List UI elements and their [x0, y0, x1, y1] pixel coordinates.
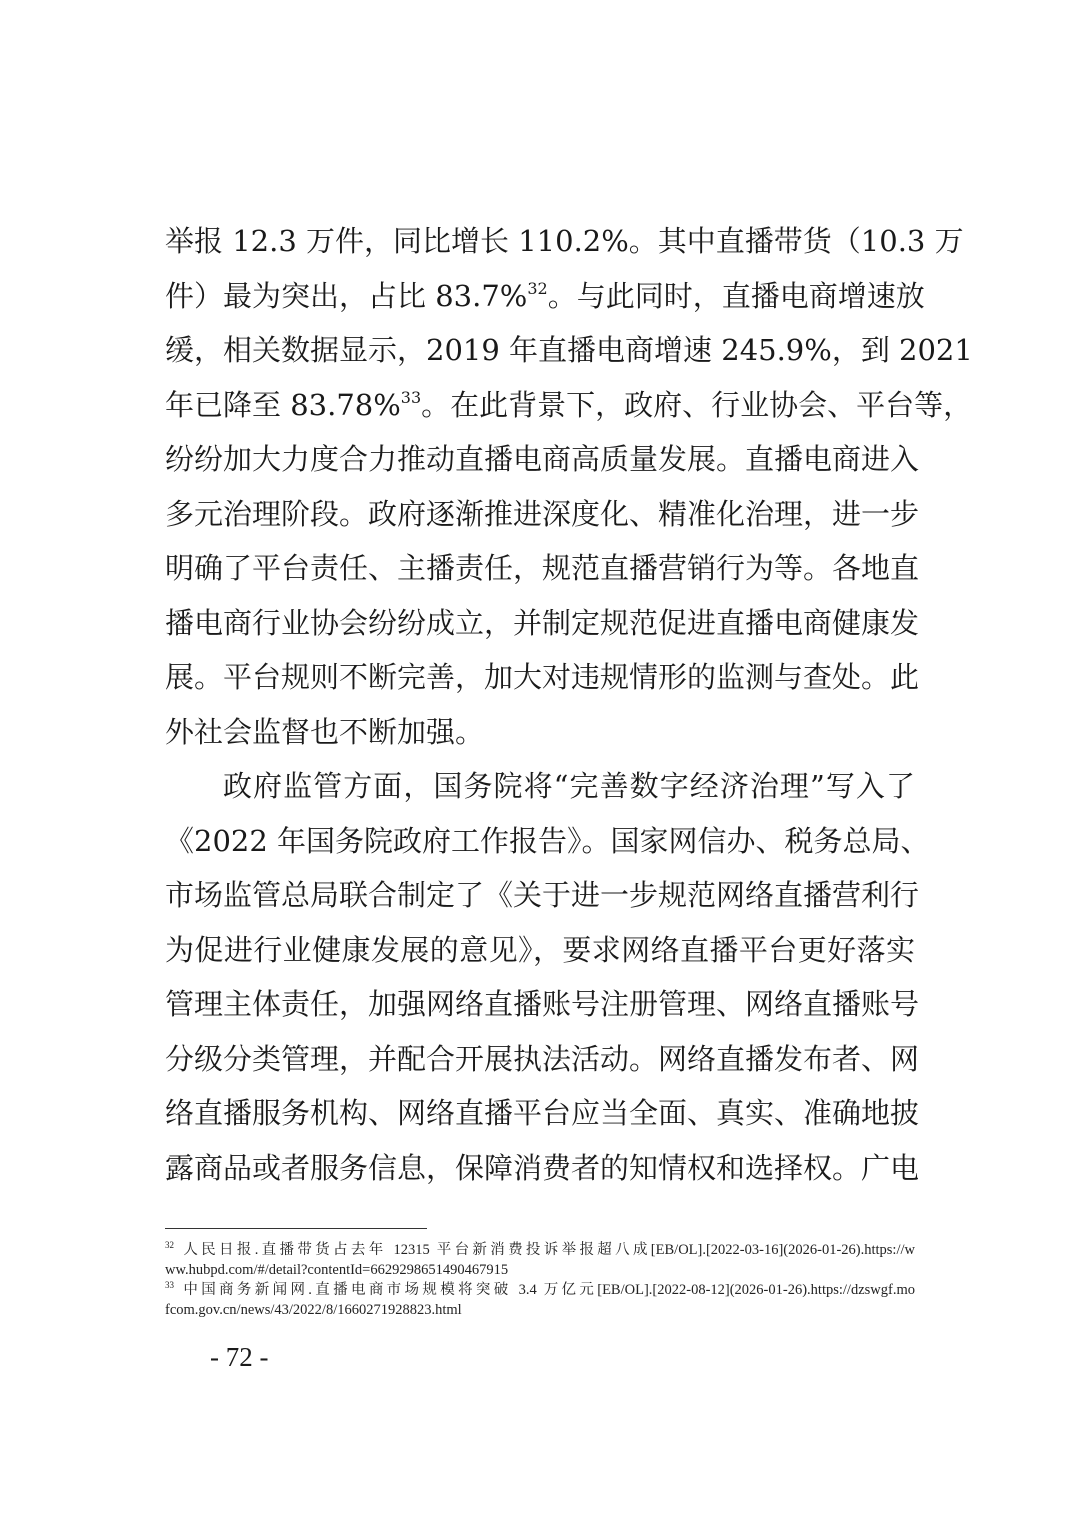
page-number: - 72 -	[210, 1342, 269, 1372]
text-segment: 件）最为突出，占比 83.7%	[165, 278, 528, 313]
footnote-ref-33[interactable]: 33	[400, 387, 422, 407]
footnote-33-line-2[interactable]: fcom.gov.cn/news/43/2022/8/1660271928823.html	[165, 1302, 462, 1318]
body-text	[165, 214, 973, 1195]
footnote-separator	[165, 1228, 427, 1229]
footnote-number-32: 32	[165, 1240, 174, 1250]
paragraph-2-line-4: 为促进行业健康发展的意见》，要求网络直播平台更好落实	[165, 932, 915, 967]
text-segment: 。与此同时，直播电商增速放	[547, 278, 925, 313]
footnote-text: 中国商务新闻网.直播电商市场规模将突破 3.4 万亿元[EB/OL].[2022-08-12](2026-01-26).https://dzswgf.mo	[180, 1282, 915, 1298]
paragraph-1-line-3: 缓，相关数据显示，2019 年直播电商增速 245.9%，到 2021	[165, 333, 973, 367]
paragraph-1-line-2	[165, 269, 925, 324]
footnote-32-line-2[interactable]: ww.hubpd.com/#/detail?contentId=6629298651490467915	[165, 1262, 509, 1278]
footnotes	[165, 1240, 915, 1320]
paragraph-1-line-5: 纷纷加大力度合力推动直播电商高质量发展。直播电商进入	[165, 442, 920, 476]
footnote-32-line-1	[165, 1240, 915, 1260]
footnote-33-line-1	[165, 1280, 915, 1300]
text-segment: 。在此背景下，政府、行业协会、平台等，	[421, 387, 973, 422]
paragraph-1-line-8: 播电商行业协会纷纷成立，并制定规范促进直播电商健康发	[165, 605, 920, 640]
paragraph-1-line-7: 明确了平台责任、主播责任，规范直播营销行为等。各地直	[165, 551, 920, 585]
paragraph-1-line-10: 外社会监督也不断加强。	[165, 714, 485, 749]
paragraph-1-line-4	[165, 378, 973, 433]
paragraph-2-line-6: 分级分类管理，并配合开展执法活动。网络直播发布者、网	[165, 1041, 920, 1076]
footnote-text: 人民日报.直播带货占去年 12315 平台新消费投诉举报超八成[EB/OL].[2022-03-16](2026-01-26).https://w	[180, 1242, 915, 1258]
paragraph-1-line-1: 举报 12.3 万件，同比增长 110.2%。其中直播带货（10.3 万	[165, 224, 964, 258]
footnote-number-33: 33	[165, 1280, 174, 1290]
footnote-ref-32[interactable]: 32	[527, 278, 548, 298]
paragraph-2-line-3: 市场监管总局联合制定了《关于进一步规范网络直播营利行	[165, 878, 920, 912]
paragraph-1-line-6: 多元治理阶段。政府逐渐推进深度化、精准化治理，进一步	[165, 496, 920, 531]
paragraph-2-line-1: 政府监管方面，国务院将“完善数字经济治理”写入了	[223, 769, 915, 803]
paragraph-2-line-5: 管理主体责任，加强网络直播账号注册管理、网络直播账号	[165, 987, 920, 1021]
paragraph-2-line-8: 露商品或者服务信息，保障消费者的知情权和选择权。广电	[165, 1150, 920, 1185]
paragraph-2-line-2: 《2022 年国务院政府工作报告》。国家网信办、税务总局、	[165, 823, 930, 858]
text-segment: 年已降至 83.78%	[165, 387, 401, 422]
paragraph-2-line-7: 络直播服务机构、网络直播平台应当全面、真实、准确地披	[165, 1096, 920, 1130]
paragraph-1-line-9: 展。平台规则不断完善，加大对违规情形的监测与查处。此	[165, 660, 920, 694]
